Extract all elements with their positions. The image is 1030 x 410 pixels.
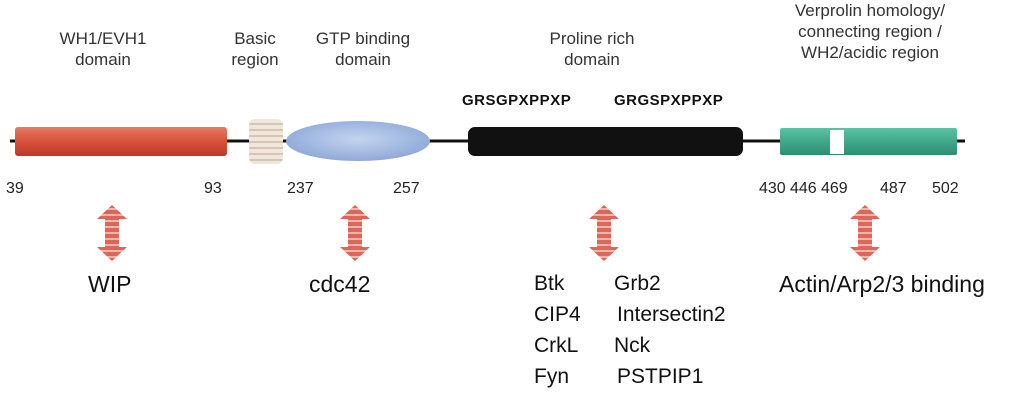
residue-position: 257	[393, 180, 420, 197]
domain-label-line: Verprolin homology/	[794, 1, 946, 20]
domain-bar-wh1	[15, 127, 227, 156]
binding-partner: CIP4	[534, 303, 581, 326]
binding-partner: PSTPIP1	[617, 365, 704, 388]
binding-partner: Btk	[534, 272, 565, 295]
domain-label-line: domain	[335, 50, 391, 69]
motif-1: GRSGPXPPXP	[462, 92, 572, 109]
residue-position: 237	[287, 180, 314, 197]
domain-label-line: Proline rich	[549, 29, 635, 48]
domain-label-line: WH2/acidic region	[801, 43, 939, 62]
binding-partner: Intersectin2	[617, 303, 726, 326]
residue-position: 93	[204, 180, 222, 197]
residue-position: 446	[790, 180, 817, 197]
domain-bar-proline	[468, 127, 743, 156]
residue-position: 430	[759, 180, 786, 197]
double-arrow-icon	[589, 205, 619, 261]
double-arrow-icon	[340, 205, 370, 261]
domain-label-line: Basic	[234, 29, 276, 48]
residue-position: 487	[880, 180, 907, 197]
domain-label-line: WH1/EVH1	[59, 29, 147, 48]
domain-label-line: region	[231, 50, 279, 69]
domain-label-line: domain	[75, 50, 131, 69]
residue-position: 469	[821, 180, 848, 197]
domain-gap	[830, 130, 844, 154]
double-arrow-icon	[97, 205, 127, 261]
domain-label-line: connecting region /	[798, 22, 942, 41]
binding-partner: Fyn	[534, 365, 570, 388]
binding-partner: CrkL	[534, 334, 579, 357]
domain-label-line: domain	[564, 50, 620, 69]
domain-bar-vca	[780, 128, 957, 155]
double-arrow-icon	[850, 205, 880, 261]
binding-partner-gtp: cdc42	[309, 271, 371, 297]
binding-partner: Grb2	[614, 272, 661, 295]
binding-partner-vca: Actin/Arp2/3 binding	[779, 271, 985, 297]
domain-bar-basic	[249, 119, 283, 164]
residue-position: 502	[932, 180, 959, 197]
domain-label-line: GTP binding	[315, 29, 411, 48]
binding-partner-wh1: WIP	[88, 271, 132, 297]
binding-partner: Nck	[614, 334, 651, 357]
domain-bar-gtp	[286, 121, 430, 161]
residue-position: 39	[6, 180, 24, 197]
motif-2: GRGSPXPPXP	[614, 92, 724, 109]
